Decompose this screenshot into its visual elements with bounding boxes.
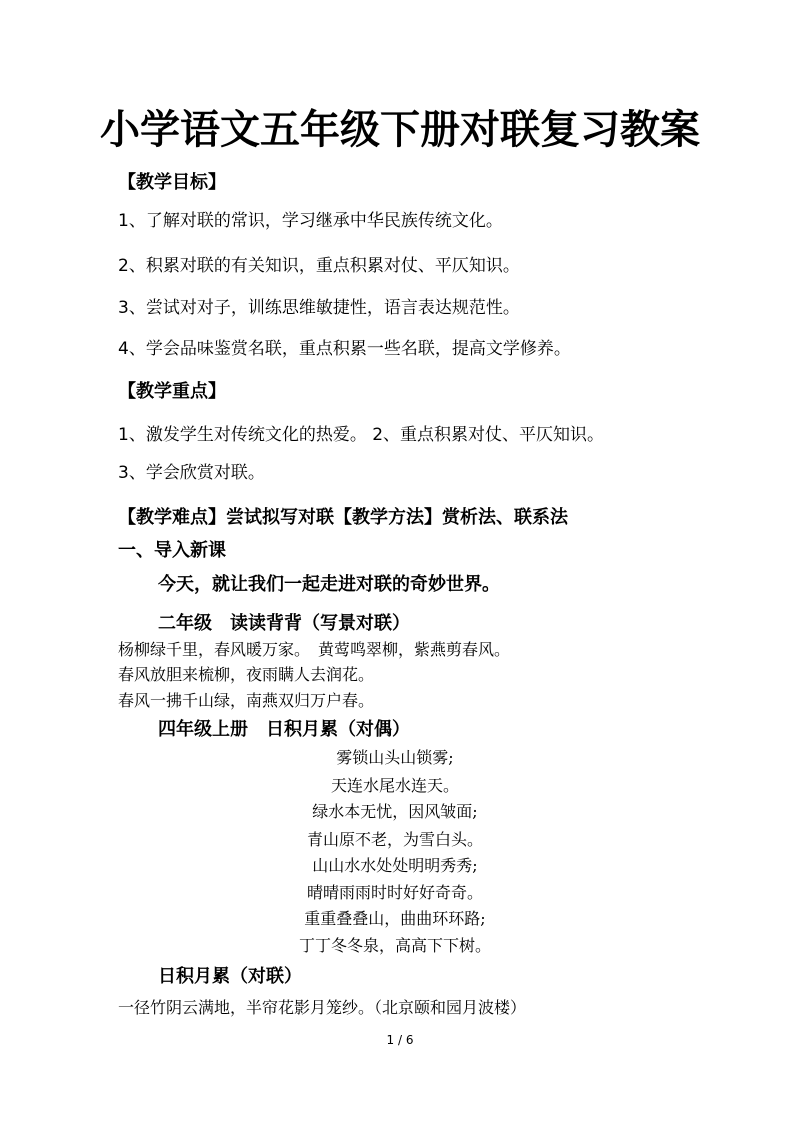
intro-text: 今天，就让我们一起走进对联的奇妙世界。 bbox=[158, 574, 500, 595]
couplet-line: 一径竹阴云满地，半帘花影月笼纱。（北京颐和园月波楼） bbox=[118, 998, 527, 1017]
focus-item: 3、学会欣赏对联。 bbox=[118, 463, 265, 483]
goal-item: 1、了解对联的常识，学习继承中华民族传统文化。 bbox=[118, 211, 503, 231]
couplet-line: 春风一拂千山绿，南燕双归万户春。 bbox=[118, 691, 375, 710]
couplet-line: 雾锁山头山锁雾; bbox=[336, 748, 454, 767]
couplet-line: 绿水本无忧，因风皱面; bbox=[312, 802, 478, 821]
difficulty-method-line: 【教学难点】尝试拟写对联【教学方法】赏析法、联系法 bbox=[118, 507, 568, 528]
couplet-line: 杨柳绿千里，春风暖万家。 黄莺鸣翠柳，紫燕剪春风。 bbox=[118, 640, 511, 659]
goal-item: 2、积累对联的有关知识，重点积累对仗、平仄知识。 bbox=[118, 256, 520, 276]
page-number: 1 / 6 bbox=[386, 1033, 414, 1047]
couplet-line: 天连水尾水连天。 bbox=[330, 776, 459, 795]
section-heading: 一、导入新课 bbox=[118, 540, 226, 561]
goal-item: 4、学会品味鉴赏名联，重点积累一些名联，提高文学修养。 bbox=[118, 339, 571, 359]
document-title: 小学语文五年级下册对联复习教案 bbox=[100, 107, 700, 153]
couplet-line: 丁丁冬冬泉，高高下下树。 bbox=[298, 936, 491, 955]
focus-item: 1、激发学生对传统文化的热爱。 2、重点积累对仗、平仄知识。 bbox=[118, 425, 605, 445]
couplet-line: 晴晴雨雨时时好好奇奇。 bbox=[306, 883, 483, 902]
goals-heading: 【教学目标】 bbox=[118, 172, 226, 193]
grade4-heading: 四年级上册 日积月累（对偶） bbox=[158, 719, 410, 740]
focus-heading: 【教学重点】 bbox=[118, 381, 226, 402]
couplet-line: 重重叠叠山，曲曲环环路; bbox=[304, 909, 486, 928]
couplet-line: 春风放胆来梳柳，夜雨瞒人去润花。 bbox=[118, 665, 375, 684]
couplet-line: 山山水水处处明明秀秀; bbox=[312, 856, 478, 875]
couplet-heading: 日积月累（对联） bbox=[158, 966, 302, 987]
goal-item: 3、尝试对对子，训练思维敏捷性，语言表达规范性。 bbox=[118, 298, 520, 318]
grade2-heading: 二年级 读读背背（写景对联） bbox=[158, 613, 410, 634]
couplet-line: 青山原不老，为雪白头。 bbox=[306, 830, 483, 849]
